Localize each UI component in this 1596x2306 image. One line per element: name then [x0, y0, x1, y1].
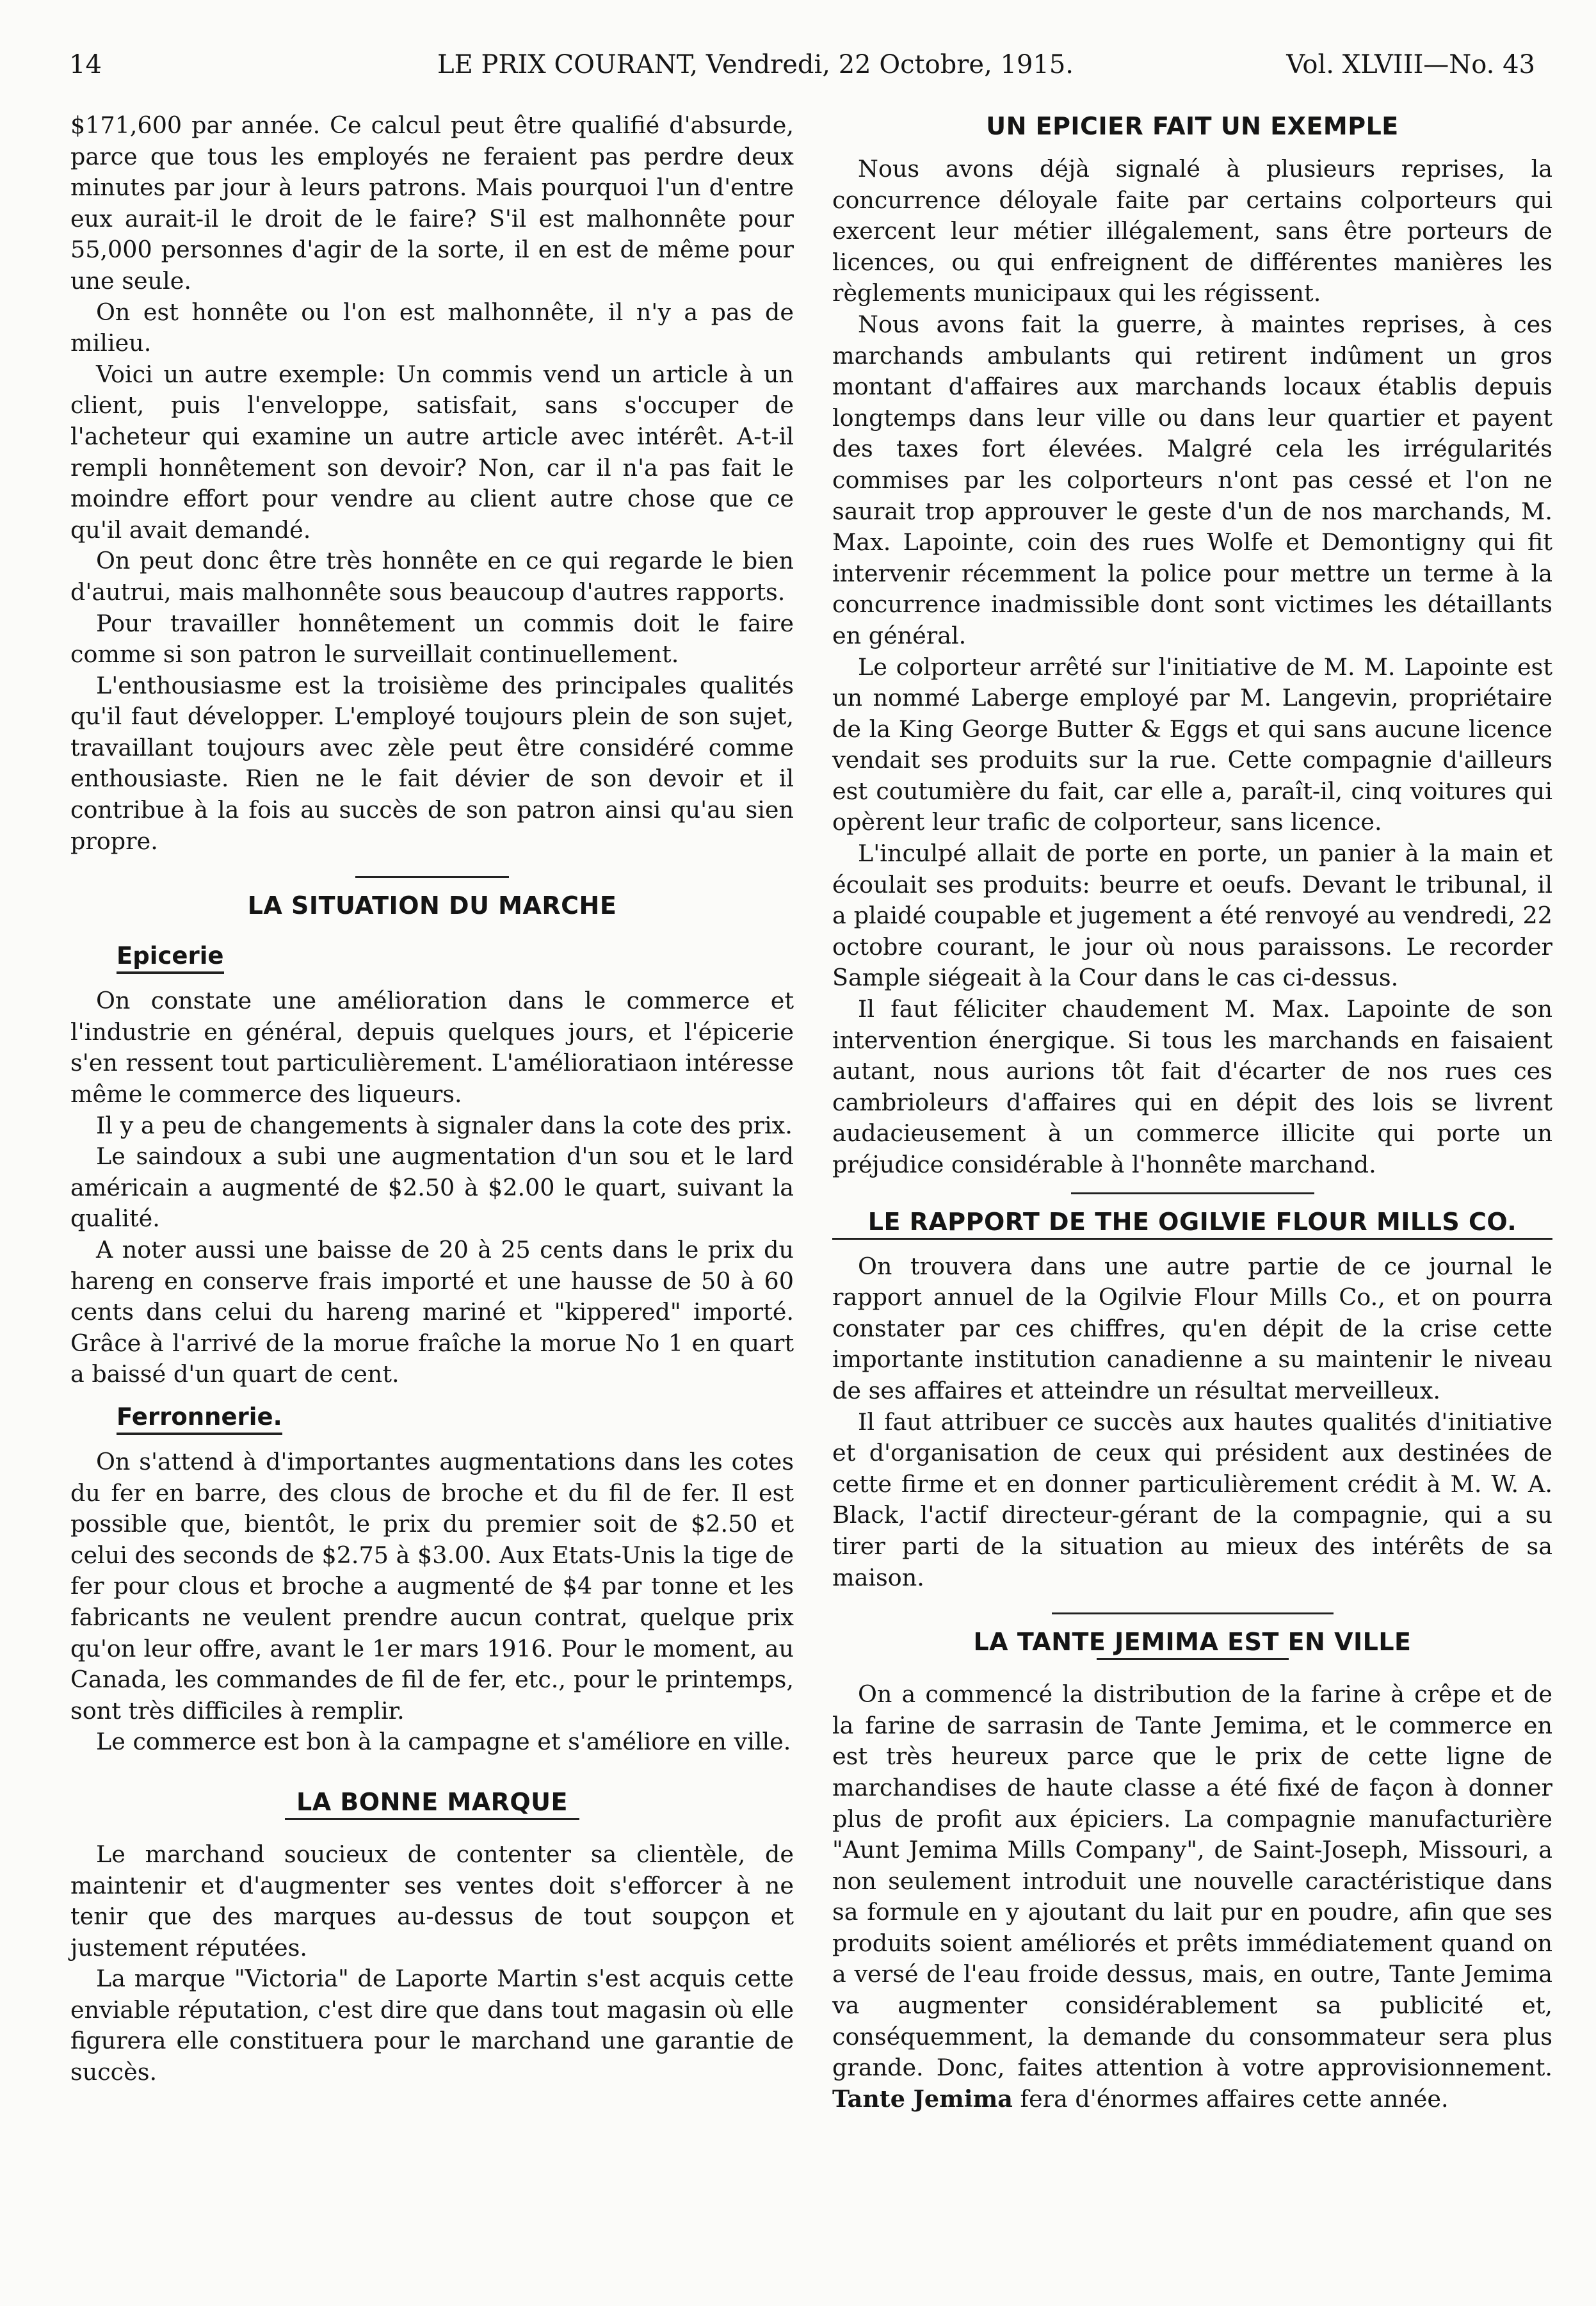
subheading-epicerie: Epicerie	[117, 941, 224, 974]
article-paragraph: Le saindoux a subi une augmentation d'un sou et le lard américain a augmenté de $2.50 à $2.00 le quart, suivant la qualité.	[70, 1142, 794, 1233]
article-paragraph: La marque "Victoria" de Laporte Martin s'est acquis cette enviable réputation, c'est dire que dans tout magasin où elle figurera elle constituera pour le marchand une garantie de succès.	[70, 1965, 794, 2086]
article-paragraph: Il faut féliciter chaudement M. Max. Lapointe de son intervention énergique. Si tous les marchands en faisaient autant, nous aurions tôt fait d'écarter de nos rues ces cambrioleurs d'affaires qui en dépit des lois se livrent audacieusement à un commerce illicite qui porte un préjudice considérable à l'honnête marchand.	[832, 995, 1552, 1178]
article-paragraph: Il y a peu de changements à signaler dans la cote des prix.	[96, 1111, 793, 1139]
article-paragraph: Nous avons fait la guerre, à maintes reprises, à ces marchands ambulants qui retirent indûment un gros montant d'affaires aux marchands locaux établis depuis longtemps dans leur ville ou dans leur quartier et payent des taxes fort élevées. Malgré cela les irrégularités commises par les colporteurs n'ont pas cessé et l'on ne saurait trop approuver le geste d'un de nos marchands, M. Max. Lapointe, coin des rues Wolfe et Demontigny qui fit intervenir récemment la police pour mettre un terme à la concurrence inadmissible dont sont victimes les détaillants en général.	[832, 310, 1552, 649]
article-paragraph: A noter aussi une baisse de 20 à 25 cents dans le prix du hareng en conserve frais importé et une hausse de 50 à 60 cents dans celui du hareng mariné et "kippered" importé. Grâce à l'arrivé de la morue fraîche la morue No 1 en quart a baissé d'un quart de cent.	[70, 1236, 794, 1388]
article-paragraph: Le marchand soucieux de contenter sa clientèle, de maintenir et d'augmenter ses ventes doit s'efforcer à ne tenir que des marques au-dessus de tout soupçon et justement réputées.	[70, 1840, 794, 1961]
article-paragraph: L'inculpé allait de porte en porte, un panier à la main et écoulait ses produits: beurre et oeufs. Devant le tribunal, il a plaidé coupable et jugement a été renvoyé au vendredi, 22 octobre courant, le jour où nous paraissons. Le recorder Sample siégeait à la Cour dans le cas ci-dessus.	[832, 840, 1552, 992]
section-title-epicier: UN EPICIER FAIT UN EXEMPLE	[986, 112, 1399, 140]
article-paragraph: Le colporteur arrêté sur l'initiative de M. M. Lapointe est un nommé Laberge employé par M. Langevin, propriétaire de la King George Butter & Eggs et qui sans aucune licence vendait ses produits sur la rue. Cette compagnie d'ailleurs est coutumière du fait, car elle a, paraît-il, cinq voitures qui opèrent leur trafic de colporteur, sans licence.	[832, 653, 1552, 836]
article-paragraph: On peut donc être très honnête en ce qui regarde le bien d'autrui, mais malhonnête sous beaucoup d'autres rapports.	[70, 547, 794, 606]
article-paragraph: Voici un autre exemple: Un commis vend un article à un client, puis l'enveloppe, satisfait, sans s'occuper de l'acheteur qui examine un autre article avec intérêt. A-t-il rempli honnêtement son devoir? Non, car il n'a pas fait le moindre effort pour vendre au client autre chose que ce qu'il avait demandé.	[70, 360, 794, 544]
article-paragraph	[832, 1679, 1552, 2115]
jemima-ending: fera d'énormes affaires cette année.	[1020, 2084, 1449, 2113]
left-column	[70, 110, 794, 2088]
page-header	[69, 42, 1535, 87]
article-paragraph: Nous avons déjà signalé à plusieurs reprises, la concurrence déloyale faite par certains colporteurs qui exercent leur métier illégalement, sans être porteurs de licences, ou qui enfreignent de différentes manières les règlements municipaux qui les régissent.	[832, 155, 1552, 307]
jemima-bold-name: Tante Jemima	[832, 2084, 1013, 2113]
jemima-body: On a commencé la distribution de la farine à crêpe et de la farine de sarrasin de Tante Jemima, et le commerce en est très heureux parce que le prix de cette ligne de marchandises de haute classe a été fixé de façon à donner plus de profit aux épiciers. La compagnie manufacturière "Aunt Jemima Mills Company", de Saint-Joseph, Missouri, a non seulement introduit une nouvelle caractéristique dans sa formule en y ajoutant du lait pur en poudre, afin que ses produits soient améliorés et prêts immédiatement quand on a versé de l'eau froide dessus, mais, en outre, Tante Jemima va augmenter considérablement sa publicité et, conséquemment, la demande du consommateur sera plus grande. Donc, faites attention à votre approvisionnement.	[832, 1680, 1552, 2082]
article-paragraph: L'enthousiasme est la troisième des principales qualités qu'il faut développer. L'employé toujours plein de son sujet, travaillant toujours avec zèle peut être considéré comme enthousiaste. Rien ne le fait dévier de son devoir et il contribue à la fois au succès de son patron ainsi qu'au sien propre.	[70, 671, 794, 855]
page-number: 14	[69, 50, 102, 79]
section-title-marche: LA SITUATION DU MARCHE	[247, 891, 617, 920]
subheading-ferronnerie: Ferronnerie.	[117, 1402, 282, 1435]
article-paragraph: On est honnête ou l'on est malhonnête, il n'y a pas de milieu.	[70, 298, 794, 357]
section-title-bonne-marque: LA BONNE MARQUE	[296, 1787, 568, 1816]
section-title-ogilvie: LE RAPPORT DE THE OGILVIE FLOUR MILLS CO.	[867, 1207, 1517, 1236]
right-column	[832, 110, 1552, 2115]
article-paragraph: Il faut attribuer ce succès aux hautes qualités d'initiative et d'organisation de ceux qui président aux destinées de cette firme et en donner particulièrement crédit à M. W. A. Black, l'actif directeur-gérant de la compagnie, qui a su tirer parti de la situation au mieux des intérêts de sa maison.	[832, 1408, 1552, 1591]
volume-number: Vol. XLVIII—No. 43	[1286, 50, 1535, 79]
masthead: LE PRIX COURANT, Vendredi, 22 Octobre, 1915.	[437, 50, 1074, 79]
article-paragraph: On constate une amélioration dans le commerce et l'industrie en général, depuis quelques jours, et l'épicerie s'en ressent tout particulièrement. L'amélioratiaon intéresse même le commerce des liqueurs.	[70, 987, 794, 1108]
section-title-jemima: LA TANTE JEMIMA EST EN VILLE	[973, 1628, 1412, 1657]
article-paragraph: Le commerce est bon à la campagne et s'améliore en ville.	[96, 1728, 791, 1756]
article-paragraph: On trouvera dans une autre partie de ce journal le rapport annuel de la Ogilvie Flour Mills Co., et on pourra constater par ces chiffres, qu'en dépit de la crise cette importante institution canadienne a su maintenir le niveau de ses affaires et atteindre un résultat merveilleux.	[832, 1252, 1552, 1404]
article-paragraph: On s'attend à d'importantes augmentations dans les cotes du fer en barre, des clous de broche et du fil de fer. Il est possible que, bientôt, le prix du premier soit de $2.50 et celui des seconds de $2.75 à $3.00. Aux Etats-Unis la tige de fer pour clous et broche a augmenté de $4 par tonne et les fabricants ne veulent prendre aucun contrat, quelque prix qu'on leur offre, avant le 1er mars 1916. Pour le moment, au Canada, les commandes de fil de fer, etc., pour le printemps, sont très difficiles à remplir.	[70, 1447, 794, 1725]
article-paragraph: Pour travailler honnêtement un commis doit le faire comme si son patron le surveillait continuellement.	[70, 609, 794, 669]
article-paragraph: $171,600 par année. Ce calcul peut être qualifié d'absurde, parce que tous les employés ne feraient pas perdre deux minutes par jour à leurs patrons. Mais pourquoi l'un d'entre eux aurait-il le droit de le faire? S'il est malhonnête pour 55,000 personnes d'agir de la sorte, il en est de même pour une seule.	[70, 111, 794, 295]
